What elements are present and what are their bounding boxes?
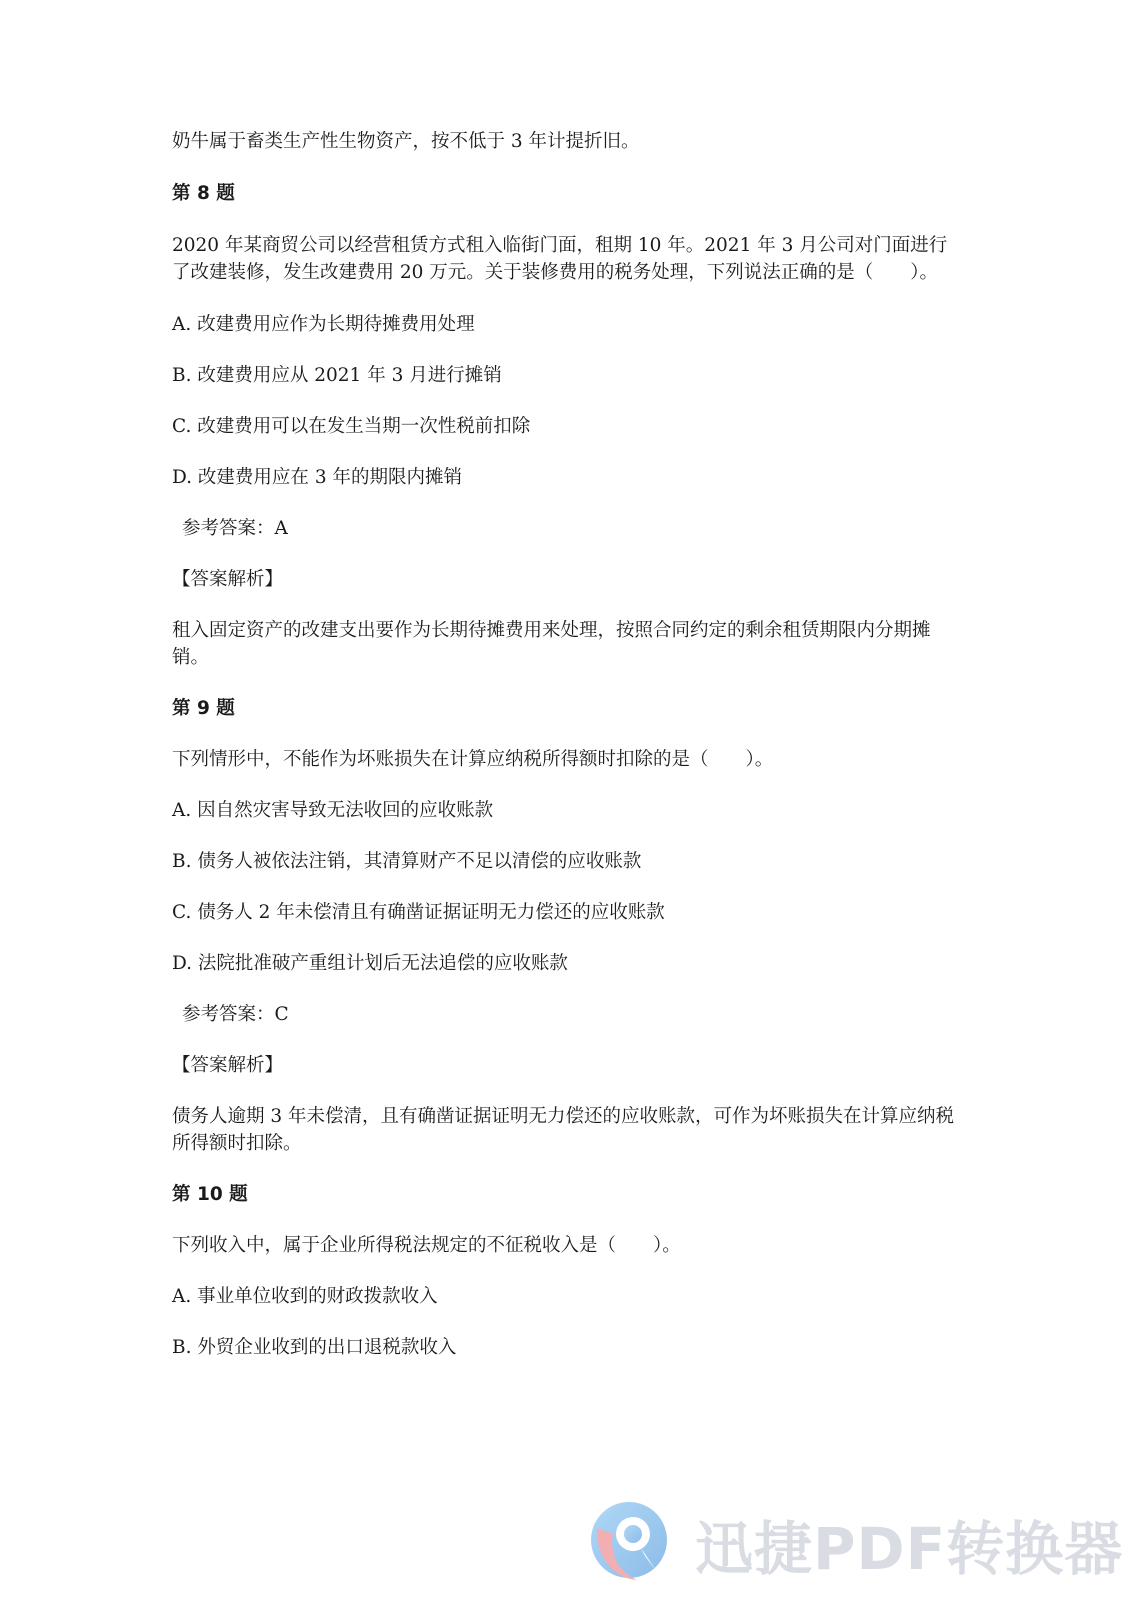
document-body	[172, 128, 962, 1361]
option-c: C. 改建费用可以在发生当期一次性税前扣除	[172, 416, 531, 437]
question-heading: 第 10 题	[172, 1184, 248, 1205]
reference-answer: 参考答案：A	[182, 518, 288, 539]
analysis-heading: 【答案解析】	[172, 569, 284, 590]
option-a: A. 因自然灾害导致无法收回的应收账款	[172, 800, 494, 821]
option-a: A. 改建费用应作为长期待摊费用处理	[172, 314, 475, 335]
option-b: B. 债务人被依法注销，其清算财产不足以清偿的应收账款	[172, 851, 642, 872]
question-stem: 2020 年某商贸公司以经营租赁方式租入临街门面，租期 10 年。2021 年 3 月公司对门面进行了改建装修，发生改建费用 20 万元。关于装修费用的税务处理，下列说法正确的是（ ）。	[172, 235, 948, 283]
xunjie-pdf-logo-icon	[585, 1492, 681, 1588]
watermark-text: 迅捷PDF转换器	[695, 1515, 1124, 1583]
question-heading: 第 8 题	[172, 183, 235, 204]
question-stem: 下列收入中，属于企业所得税法规定的不征税收入是（ ）。	[172, 1235, 681, 1256]
analysis-heading: 【答案解析】	[172, 1055, 284, 1076]
analysis-text: 租入固定资产的改建支出要作为长期待摊费用来处理，按照合同约定的剩余租赁期限内分期摊销。	[172, 620, 931, 668]
question-heading: 第 9 题	[172, 698, 235, 719]
option-d: D. 法院批准破产重组计划后无法追偿的应收账款	[172, 953, 568, 974]
option-a: A. 事业单位收到的财政拨款收入	[172, 1286, 438, 1307]
analysis-text: 债务人逾期 3 年未偿清，且有确凿证据证明无力偿还的应收账款，可作为坏账损失在计算应纳税所得额时扣除。	[172, 1106, 955, 1154]
option-b: B. 改建费用应从 2021 年 3 月进行摊销	[172, 365, 502, 386]
question-stem: 下列情形中，不能作为坏账损失在计算应纳税所得额时扣除的是（ ）。	[172, 749, 774, 770]
option-d: D. 改建费用应在 3 年的期限内摊销	[172, 467, 462, 488]
text-paragraph: 奶牛属于畜类生产性生物资产，按不低于 3 年计提折旧。	[172, 131, 640, 152]
option-b: B. 外贸企业收到的出口退税款收入	[172, 1337, 457, 1358]
reference-answer: 参考答案：C	[182, 1004, 289, 1025]
watermark	[585, 1492, 1124, 1588]
option-c: C. 债务人 2 年未偿清且有确凿证据证明无力偿还的应收账款	[172, 902, 665, 923]
